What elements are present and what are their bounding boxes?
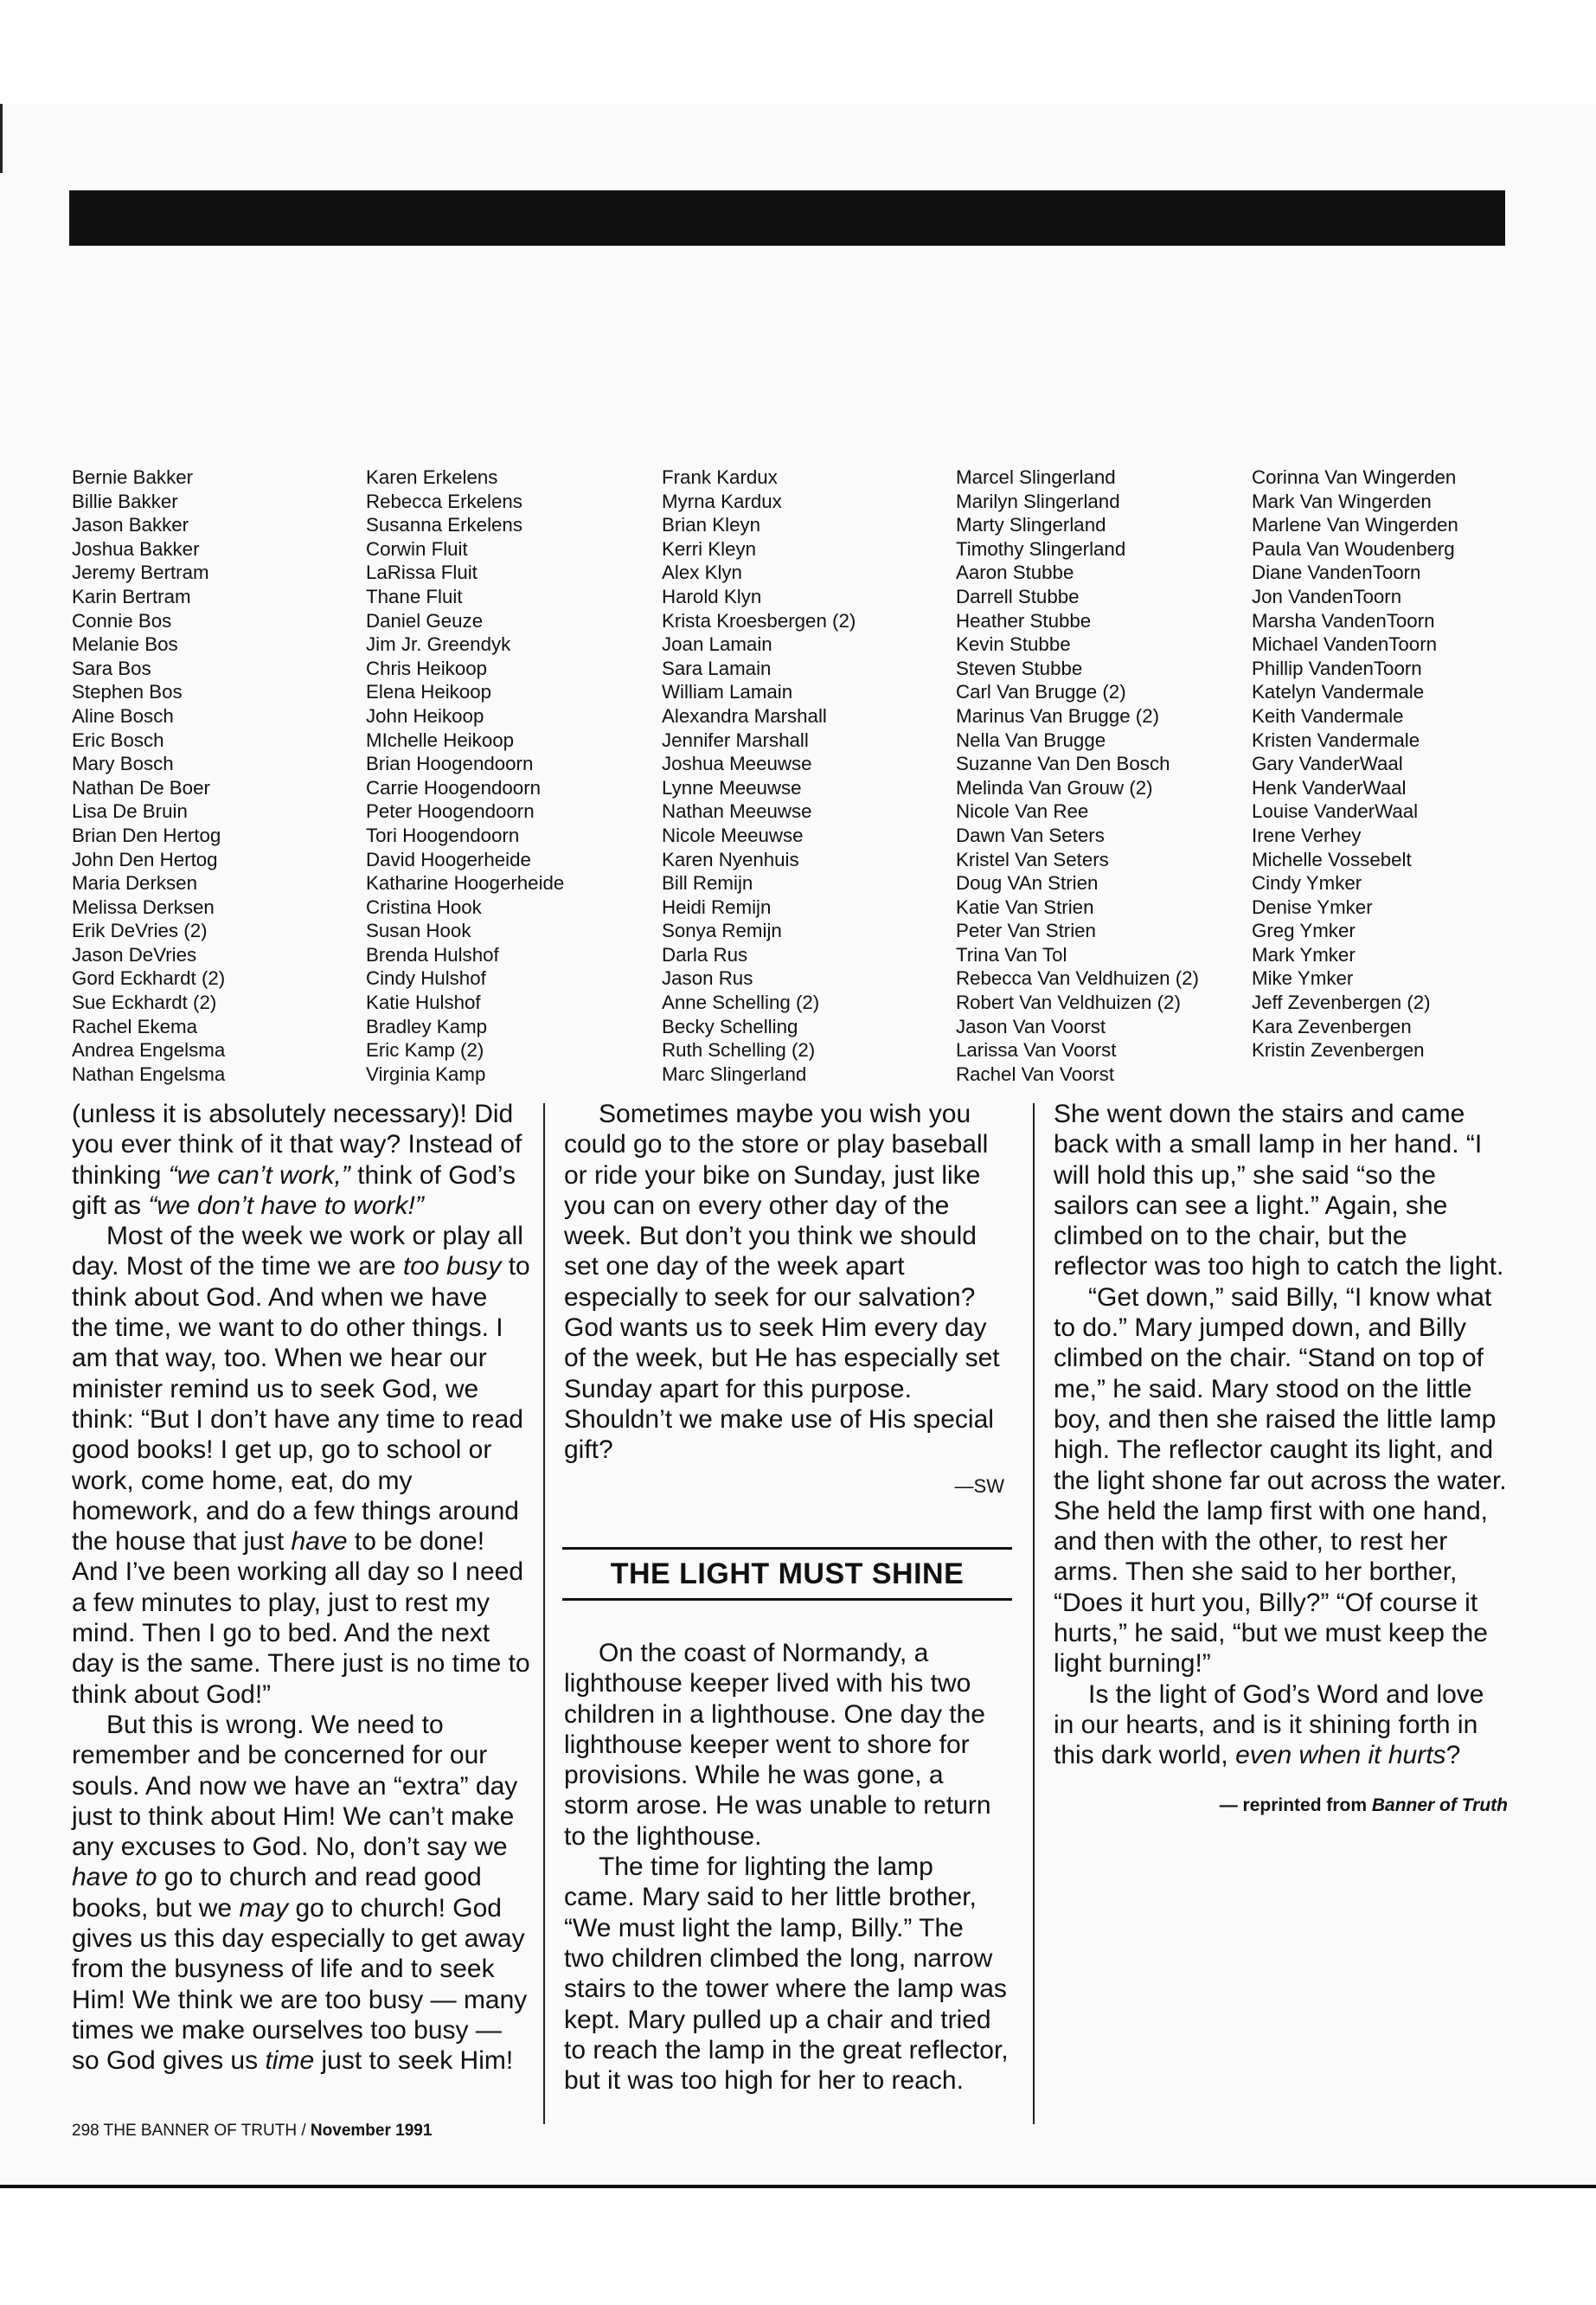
- donor-name: Sonya Remijn: [662, 920, 782, 942]
- donor-name: Corinna Van Wingerden: [1252, 466, 1457, 488]
- page-bottom-margin: [0, 2188, 1596, 2305]
- donor-name: Jennifer Marshall: [662, 729, 809, 751]
- donor-name: Heather Stubbe: [956, 609, 1092, 632]
- donor-name: Carl Van Brugge (2): [956, 681, 1126, 703]
- donor-name: Diane VandenToorn: [1252, 562, 1421, 584]
- donor-name: Jason Van Voorst: [956, 1015, 1106, 1037]
- donor-name: Rebecca Van Veldhuizen (2): [956, 967, 1199, 990]
- donor-name: Joshua Bakker: [72, 537, 200, 560]
- donor-name: Jeremy Bertram: [72, 562, 209, 584]
- donor-name: Susan Hook: [366, 920, 471, 942]
- donor-name: Andrea Engelsma: [72, 1039, 226, 1062]
- donor-name: Katharine Hoogerheide: [366, 872, 565, 895]
- donor-name: Aline Bosch: [72, 704, 174, 727]
- paragraph: (unless it is absolutely necessary)! Did you ever think of it that way? Instead of thinking “we can’t work,” think of God’s gift as “we don’t have to work!”: [72, 1100, 522, 1220]
- signature: —SW: [954, 1474, 1004, 1497]
- donor-name: Marc Slingerland: [662, 1063, 807, 1085]
- donor-name: Chris Heikoop: [366, 657, 488, 679]
- donor-name: Lynne Meeuwse: [662, 776, 802, 799]
- paragraph: Is the light of God’s Word and love in our hearts, and is it shining forth in this dark world, even when it hurts?: [1054, 1679, 1484, 1770]
- donor-name: Irene Verhey: [1252, 824, 1362, 846]
- donor-name: Kevin Stubbe: [956, 633, 1071, 656]
- donor-name: Rebecca Erkelens: [366, 490, 522, 512]
- donor-name: Frank Kardux: [662, 466, 778, 488]
- donor-name: Karen Erkelens: [366, 466, 498, 488]
- names-column-4: [956, 465, 1199, 1086]
- donor-name: John Heikoop: [366, 704, 484, 727]
- donor-name: Marty Slingerland: [956, 514, 1106, 536]
- donor-name: Alexandra Marshall: [662, 704, 827, 727]
- donor-name: Marilyn Slingerland: [956, 490, 1120, 512]
- donor-name: Connie Bos: [72, 609, 172, 632]
- donor-name: Rachel Ekema: [72, 1015, 197, 1037]
- donor-name: Kristen Vandermale: [1252, 729, 1420, 751]
- article-column-middle: [564, 1099, 1010, 1501]
- donor-name: Harold Klyn: [662, 585, 762, 607]
- article-title: THE LIGHT MUST SHINE: [610, 1557, 965, 1590]
- donor-name: Sara Lamain: [662, 657, 772, 679]
- article-column-left: [72, 1099, 530, 2077]
- reprint-credit: — reprinted from Banner of Truth: [1219, 1795, 1508, 1815]
- donor-name: Mark Van Wingerden: [1252, 490, 1432, 512]
- page-edge-mark: [0, 104, 3, 173]
- donor-name: Joan Lamain: [662, 633, 772, 656]
- donor-name: William Lamain: [662, 681, 793, 703]
- donor-name: Melanie Bos: [72, 633, 178, 656]
- donor-name: Aaron Stubbe: [956, 562, 1074, 584]
- donor-name: Robert Van Veldhuizen (2): [956, 992, 1181, 1014]
- donor-name: Stephen Bos: [72, 681, 183, 703]
- donor-name: Michelle Vossebelt: [1252, 848, 1412, 870]
- footer-page-publication: 298 THE BANNER OF TRUTH /: [72, 2122, 311, 2140]
- donor-name: Jim Jr. Greendyk: [366, 633, 511, 656]
- page-footer: [72, 2122, 432, 2141]
- donor-name: Gary VanderWaal: [1252, 753, 1403, 775]
- donor-name: Brian Hoogendoorn: [366, 753, 534, 775]
- donor-name: Marlene Van Wingerden: [1252, 514, 1458, 536]
- donor-name: Marcel Slingerland: [956, 466, 1116, 488]
- donor-name: Melissa Derksen: [72, 896, 215, 918]
- paragraph: Sometimes maybe you wish you could go to the store or play baseball or ride your bike on Sunday, just like you can on every other day of the week. But don’t you think we should set one day of the week apart especially to seek for our salvation? God wants us to seek Him every day of the week, but He has especially set Sunday apart for this purpose. Shouldn’t we make use of His special gift?: [564, 1100, 1000, 1465]
- donor-name: Cristina Hook: [366, 896, 482, 918]
- donor-name: Billie Bakker: [72, 490, 178, 512]
- donor-name: Larissa Van Voorst: [956, 1039, 1117, 1062]
- donor-name: Virginia Kamp: [366, 1063, 486, 1085]
- donor-name: Marsha VandenToorn: [1252, 609, 1435, 632]
- donor-name: Corwin Fluit: [366, 537, 468, 560]
- donor-name: Susanna Erkelens: [366, 514, 522, 536]
- paragraph: On the coast of Normandy, a lighthouse keeper lived with his two children in a lighthouse. One day the lighthouse keeper went to shore for provisions. While he was gone, a storm arose. He was unable to return to the lighthouse.: [564, 1639, 991, 1851]
- donor-name: Brian Kleyn: [662, 514, 761, 536]
- paragraph: But this is wrong. We need to remember and be concerned for our souls. And now we have an “extra” day just to think about Him! We can’t make any excuses to God. No, don’t say we have to go to church and read good books, but we may go to church! God gives us this day especially to get away from the busyness of life and to seek Him! We think we are too busy — many times we make ourselves too busy — so God gives us time just to seek Him!: [72, 1710, 528, 2076]
- donor-name: Sue Eckhardt (2): [72, 992, 217, 1014]
- names-column-5: [1252, 465, 1458, 1063]
- donor-name: Katie Van Strien: [956, 896, 1094, 918]
- donor-name: Gord Eckhardt (2): [72, 967, 226, 990]
- paragraph: “Get down,” said Billy, “I know what to do.” Mary jumped down, and Billy climbed on the chair. “Stand on top of me,” he said. Mary stood on the little boy, and then she raised the little lamp high. The reflector caught its light, and the light shone far out across the water. She held the lamp first with one hand, and then with the other, to rest her arms. Then she said to her borther, “Does it hurt you, Billy?” “Of course it hurts,” he said, “but we must keep the light burning!”: [1054, 1282, 1507, 1679]
- donor-name: Daniel Geuze: [366, 609, 484, 632]
- column-divider: [543, 1103, 545, 2124]
- donor-name: Alex Klyn: [662, 562, 742, 584]
- donor-name: Brian Den Hertog: [72, 824, 221, 846]
- donor-name: Becky Schelling: [662, 1015, 798, 1037]
- donor-name: Nicole Van Ree: [956, 800, 1089, 823]
- donor-name: Rachel Van Voorst: [956, 1063, 1115, 1085]
- donor-name: Kristin Zevenbergen: [1252, 1039, 1425, 1062]
- header-black-bar: [69, 190, 1505, 246]
- donor-name: Michael VandenToorn: [1252, 633, 1438, 656]
- donor-name: Mike Ymker: [1252, 967, 1354, 990]
- donor-name: Katelyn Vandermale: [1252, 681, 1425, 703]
- donor-name: Karin Bertram: [72, 585, 191, 607]
- donor-name: Marinus Van Brugge (2): [956, 704, 1160, 727]
- donor-name: Denise Ymker: [1252, 896, 1373, 918]
- donor-name: Nathan Meeuwse: [662, 800, 812, 823]
- donor-name: Suzanne Van Den Bosch: [956, 753, 1170, 775]
- donor-name: David Hoogerheide: [366, 848, 531, 870]
- donor-name: Brenda Hulshof: [366, 943, 499, 966]
- donor-name: Anne Schelling (2): [662, 992, 820, 1014]
- donor-name: Peter Van Strien: [956, 920, 1096, 942]
- donor-name: Steven Stubbe: [956, 657, 1083, 679]
- donor-name: Kara Zevenbergen: [1252, 1015, 1412, 1037]
- names-column-3: [662, 465, 856, 1086]
- donor-name: Dawn Van Seters: [956, 824, 1105, 846]
- donor-name: Louise VanderWaal: [1252, 800, 1419, 823]
- donor-name: Nella Van Brugge: [956, 729, 1106, 751]
- donor-name: Erik DeVries (2): [72, 920, 208, 942]
- donor-name: Thane Fluit: [366, 585, 463, 607]
- title-rule-bottom: [562, 1598, 1012, 1601]
- donor-name: Nicole Meeuwse: [662, 824, 804, 846]
- donor-name: Keith Vandermale: [1252, 704, 1404, 727]
- donor-name: Lisa De Bruin: [72, 800, 188, 823]
- donor-name: LaRissa Fluit: [366, 562, 478, 584]
- donor-name: Myrna Kardux: [662, 490, 782, 512]
- donor-name: Trina Van Tol: [956, 943, 1067, 966]
- article-column-middle-story: [564, 1638, 1010, 2096]
- donor-name: Mary Bosch: [72, 753, 174, 775]
- donor-name: Sara Bos: [72, 657, 151, 679]
- donor-name: Melinda Van Grouw (2): [956, 776, 1153, 799]
- donor-name: Eric Bosch: [72, 729, 164, 751]
- page-top-margin: [0, 0, 1596, 104]
- donor-name: Karen Nyenhuis: [662, 848, 799, 870]
- article-title-box: [562, 1547, 1012, 1601]
- footer-date: November 1991: [310, 2122, 433, 2140]
- donor-name: Cindy Ymker: [1252, 872, 1362, 895]
- names-column-2: [366, 465, 564, 1086]
- donor-name: John Den Hertog: [72, 848, 218, 870]
- column-divider: [1033, 1103, 1035, 2124]
- donor-name: Nathan Engelsma: [72, 1063, 226, 1085]
- donor-name: Peter Hoogendoorn: [366, 800, 535, 823]
- donor-name: Henk VanderWaal: [1252, 776, 1407, 799]
- donor-name: Carrie Hoogendoorn: [366, 776, 542, 799]
- donor-name: Elena Heikoop: [366, 681, 492, 703]
- donor-name: Doug VAn Strien: [956, 872, 1099, 895]
- donor-name: Darrell Stubbe: [956, 585, 1080, 607]
- donor-name: Eric Kamp (2): [366, 1039, 484, 1062]
- donor-name: Bill Remijn: [662, 872, 753, 895]
- donor-name: Jason Bakker: [72, 514, 189, 536]
- donor-name: Krista Kroesbergen (2): [662, 609, 856, 632]
- paragraph: Most of the week we work or play all day. Most of the time we are too busy to think about God. And when we have the time, we want to do other things. I am that way, too. When we hear our minister remind us to seek God, we think: “But I don’t have any time to read good books! I get up, go to school or work, come home, eat, do my homework, and do a few things around the house that just have to be done! And I’ve been working all day so I need a few minutes to play, just to rest my mind. Then I go to bed. And the next day is the same. There just is no time to think about God!”: [72, 1222, 530, 1709]
- paragraph: She went down the stairs and came back with a small lamp in her hand. “I will hold this up,” she said “so the sailors can see a light.” Again, she climbed on to the chair, but the reflector was too high to catch the light.: [1054, 1100, 1504, 1281]
- donor-name: Maria Derksen: [72, 872, 197, 895]
- donor-name: Timothy Slingerland: [956, 537, 1126, 560]
- donor-name: Heidi Remijn: [662, 896, 772, 918]
- donor-name: Jeff Zevenbergen (2): [1252, 992, 1431, 1014]
- names-column-1: [72, 465, 225, 1086]
- donor-name: Jason Rus: [662, 967, 753, 990]
- donor-name: Jason DeVries: [72, 943, 197, 966]
- paragraph: The time for lighting the lamp came. Mary said to her little brother, “We must light the lamp, Billy.” The two children climbed the long, narrow stairs to the tower where the lamp was kept. Mary pulled up a chair and tried to reach the lamp in the great reflector, but it was too high for her to reach.: [564, 1852, 1009, 2096]
- donor-name: Nathan De Boer: [72, 776, 210, 799]
- donor-name: Kerri Kleyn: [662, 537, 757, 560]
- article-column-right: [1054, 1099, 1508, 1820]
- donor-name: MIchelle Heikoop: [366, 729, 515, 751]
- donor-name: Ruth Schelling (2): [662, 1039, 816, 1062]
- donor-name: Joshua Meeuwse: [662, 753, 812, 775]
- donor-name: Cindy Hulshof: [366, 967, 486, 990]
- donor-name: Katie Hulshof: [366, 992, 481, 1014]
- donor-name: Paula Van Woudenberg: [1252, 537, 1455, 560]
- donor-name: Greg Ymker: [1252, 920, 1356, 942]
- donor-name: Phillip VandenToorn: [1252, 657, 1422, 679]
- donor-name: Jon VandenToorn: [1252, 585, 1402, 607]
- donor-name: Kristel Van Seters: [956, 848, 1109, 870]
- donor-name: Darla Rus: [662, 943, 748, 966]
- donor-name: Bradley Kamp: [366, 1015, 488, 1037]
- donor-name: Bernie Bakker: [72, 466, 194, 488]
- donor-name: Mark Ymker: [1252, 943, 1356, 966]
- donor-name: Tori Hoogendoorn: [366, 824, 520, 846]
